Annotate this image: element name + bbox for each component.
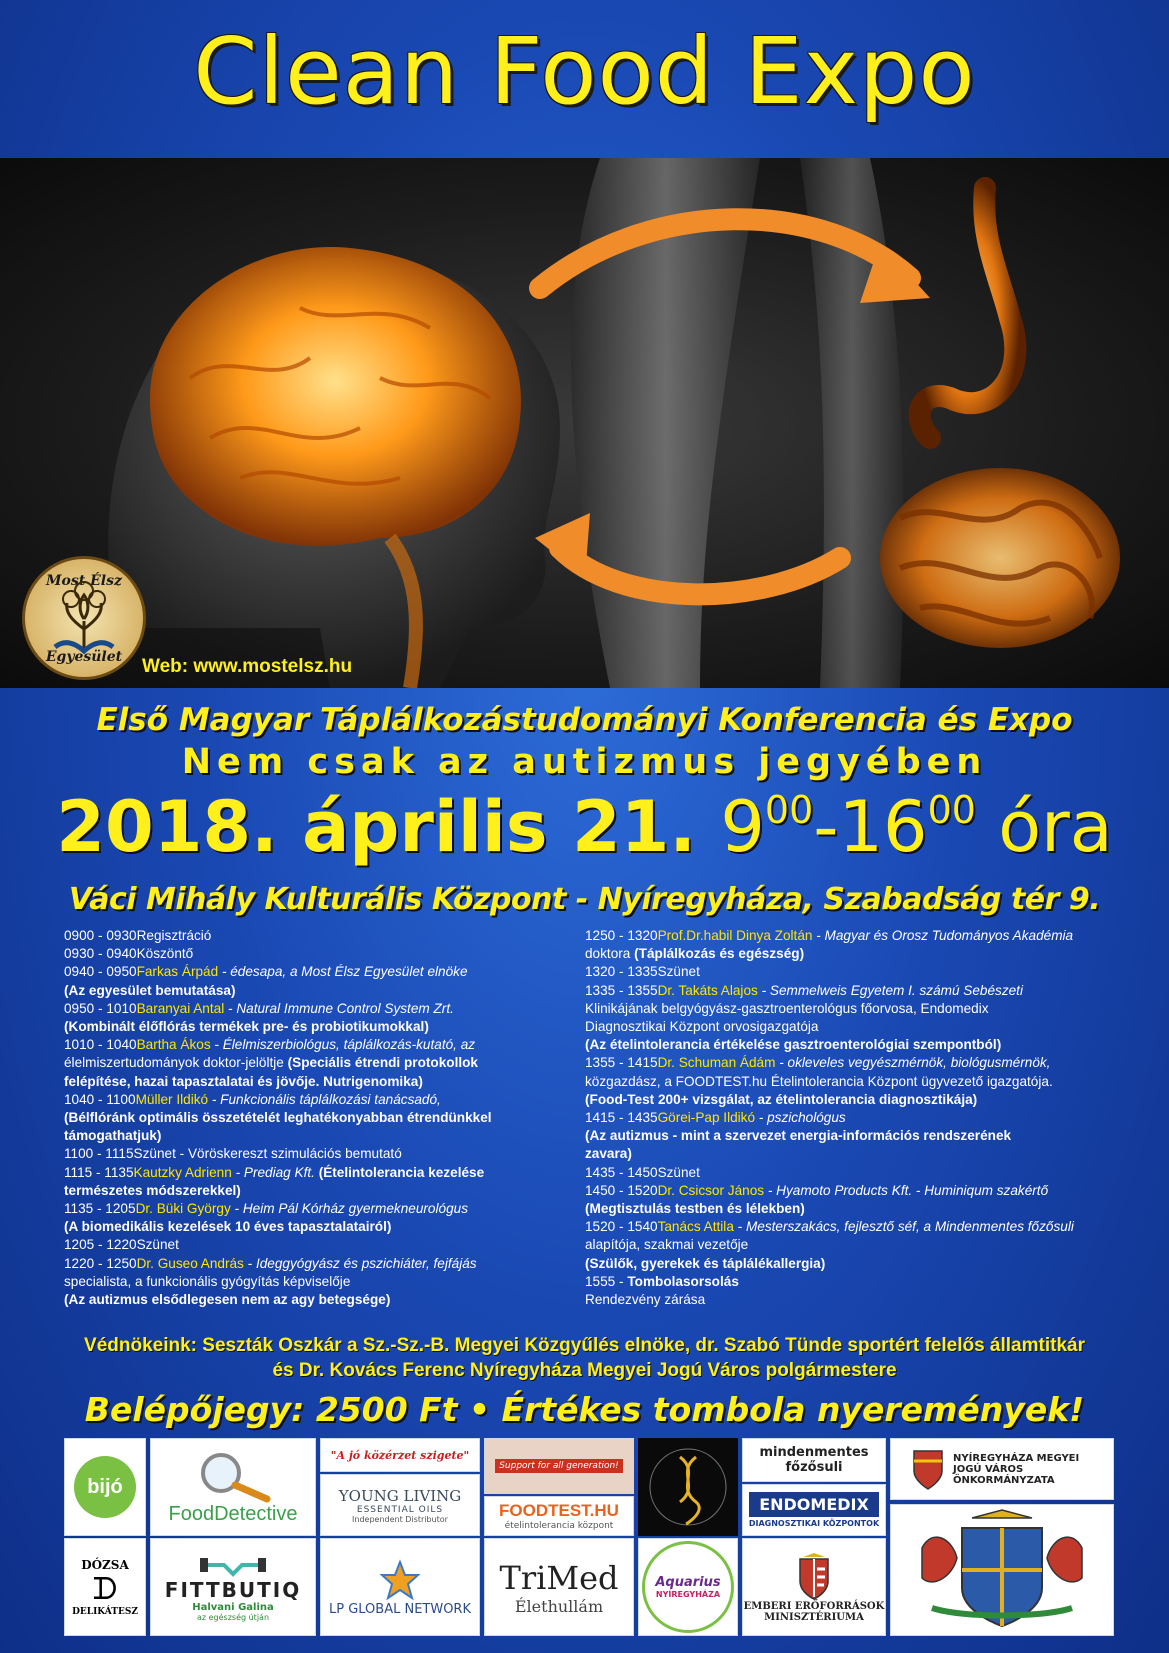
program-topic: (Kombinált élőflórás termékek pre- és probiotikumokkal) xyxy=(64,1019,429,1035)
program-line xyxy=(64,1073,564,1091)
program-text: Szünet - Vöröskereszt szimulációs bemutató xyxy=(133,1146,402,1162)
patrons-line-1: Védnökeink: Seszták Oszkár a Sz.-Sz.-B. Megyei Közgyűlés elnöke, dr. Szabó Tünde sportért felelős államtitkár xyxy=(84,1335,1085,1356)
program-line xyxy=(585,927,1105,945)
program-time: 1250 - 1320 xyxy=(585,928,658,943)
star-flower-icon xyxy=(378,1558,422,1602)
program-text: Köszöntő xyxy=(136,946,194,962)
jo-kozerzet-logo: "A jó közérzet szigete" xyxy=(320,1438,480,1472)
aquarius-logo: Aquarius NYÍREGYHÁZA xyxy=(638,1538,738,1636)
program-text: specialista, a funkcionális gyógyítás képviselője xyxy=(64,1273,351,1289)
program-line xyxy=(585,1255,1105,1273)
program-line xyxy=(585,1236,1105,1254)
program-right-column xyxy=(585,927,1105,1309)
program-time: 1100 - 1115 xyxy=(64,1146,134,1162)
program-line xyxy=(64,1255,564,1273)
program-time: 1010 - 1040 xyxy=(64,1037,137,1053)
program-topic: (Táplálkozás és egészség) xyxy=(634,946,805,962)
program-line xyxy=(585,1291,1105,1309)
speaker-name: Dr. Guseo András xyxy=(136,1255,244,1271)
program-text: doktora xyxy=(585,946,635,962)
program-text: Regisztráció xyxy=(136,928,212,943)
program-time: 1520 - 1540 xyxy=(585,1219,658,1235)
program-line xyxy=(585,1018,1105,1036)
program-line xyxy=(64,1182,564,1200)
program-text: - Hyamoto Products Kft. - Huminiqum szakértő xyxy=(764,1182,1049,1198)
program-topic: felépítése, hazai tapasztalatai és jövője. Nutrigenomika) xyxy=(64,1073,423,1089)
speaker-name: Bartha Ákos xyxy=(136,1037,211,1053)
program-line xyxy=(585,982,1105,1000)
program-line xyxy=(585,1054,1105,1072)
program-line xyxy=(585,1127,1105,1145)
program-line xyxy=(585,1218,1105,1236)
program-time: 1555 xyxy=(585,1273,616,1289)
county-coat-of-arms xyxy=(890,1504,1114,1636)
page-title: Clean Food Expo xyxy=(193,18,976,125)
program-time: 1450 - 1520 xyxy=(585,1182,658,1198)
program-topic: (Ételintolerancia kezelése xyxy=(318,1164,485,1180)
speaker-name: Müller Ildikó xyxy=(135,1091,209,1107)
program-line xyxy=(585,945,1105,963)
food-detective-logo: FoodDetective xyxy=(150,1438,316,1536)
program-topic: természetes módszerekkel) xyxy=(64,1182,241,1198)
program-line xyxy=(64,945,564,963)
program-line xyxy=(64,1273,564,1291)
young-living-logo: YOUNG LIVING ESSENTIAL OILS Independent Distributor xyxy=(320,1474,480,1536)
website-link[interactable]: Web: www.mostelsz.hu xyxy=(142,656,353,677)
program-topic: (Bélflóránk optimális összetételét leghatékonyabban étrendünkkel xyxy=(64,1110,492,1126)
program-time: 1320 - 1335 xyxy=(585,964,658,980)
event-venue: Váci Mihály Kulturális Központ - Nyíregyháza, Szabadság tér 9. xyxy=(68,882,1101,917)
program-text: - édesapa, a Most Élsz Egyesület elnöke xyxy=(218,964,468,980)
program-text: - Natural Immune Control System Zrt. xyxy=(224,1000,454,1016)
program-text: közgazdász, a FOODTEST.hu Ételintolerancia Központ ügyvezető igazgatója. xyxy=(585,1073,1053,1089)
program-line xyxy=(585,1164,1105,1182)
trimed-logo: TriMed Élethullám xyxy=(484,1538,634,1636)
program-line xyxy=(64,1018,564,1036)
program-topic: (Speciális étrendi protokollok xyxy=(287,1055,478,1071)
program-time: 1220 - 1250 xyxy=(64,1255,137,1271)
speaker-name: Dr. Büki György xyxy=(135,1201,231,1217)
program-line xyxy=(585,1091,1105,1109)
program-line xyxy=(64,1091,564,1109)
program-text: - Semmelweis Egyetem I. számú Sebészeti xyxy=(757,982,1023,998)
dumbbell-icon xyxy=(198,1552,268,1578)
program-topic: (Az autizmus elsődlegesen nem az agy betegsége) xyxy=(64,1292,391,1308)
program-text: - pszichológus xyxy=(755,1110,846,1126)
program-line xyxy=(64,927,564,945)
program-time: 0930 - 0940 xyxy=(64,946,137,962)
program-text: - Ideggyógyász és pszichiáter, fejfájás xyxy=(243,1255,477,1271)
program-text: - Heim Pál Kórház gyermekneurológus xyxy=(230,1201,468,1217)
program-text: Rendezvény zárása xyxy=(585,1292,706,1308)
event-date-time xyxy=(0,786,1169,868)
program-text: Diagnosztikai Központ orvosigazgatója xyxy=(585,1019,819,1035)
program-topic: (Food-Test 200+ vizsgálat, az ételintolerancia diagnosztikája) xyxy=(585,1091,978,1107)
program-time: 1415 - 1435 xyxy=(585,1110,658,1126)
conference-subtitle: Nem csak az autizmus jegyében xyxy=(181,742,988,782)
program-line xyxy=(64,1291,564,1309)
nyiregyhaza-logo: NYÍREGYHÁZA MEGYEI JOGÚ VÁROS ÖNKORMÁNYZATA xyxy=(890,1438,1114,1500)
program-topic: (Az autizmus - mint a szervezet energia-információs rendszerének xyxy=(585,1128,1012,1144)
program-time: 1355 - 1415 xyxy=(585,1055,658,1071)
program-line xyxy=(64,1127,564,1145)
program-time: 0940 - 0950 xyxy=(64,964,137,980)
program-line xyxy=(64,1236,564,1254)
program-line xyxy=(585,1109,1105,1127)
program-line xyxy=(64,1218,564,1236)
program-line xyxy=(585,963,1105,981)
program-line xyxy=(585,1182,1105,1200)
brain-gut-illustration xyxy=(0,158,1169,688)
program-time: 0900 - 0930 xyxy=(64,928,137,943)
program-line xyxy=(585,1000,1105,1018)
speaker-name: Dr. Schuman Ádám xyxy=(657,1055,776,1071)
speaker-name: Dr. Takáts Alajos xyxy=(657,982,758,998)
program-left-column xyxy=(64,927,564,1309)
program-text: - Mesterszakács, fejlesztő séf, a Mindenmentes főzősuli xyxy=(733,1219,1074,1235)
program-line xyxy=(585,1145,1105,1163)
speaker-name: Baranyai Antal xyxy=(136,1000,225,1016)
program-line xyxy=(64,963,564,981)
program-time: 1335 - 1355 xyxy=(585,982,658,998)
coat-of-arms-icon xyxy=(902,1508,1102,1632)
program-topic: zavara) xyxy=(585,1146,632,1162)
program-line xyxy=(64,1036,564,1054)
bijo-logo: bijó xyxy=(64,1438,146,1536)
fittbutiq-logo: FITTBUTIQ Halvani Galina az egészség útján xyxy=(150,1538,316,1636)
hero-image xyxy=(0,158,1169,688)
hyamoto-logo: Support for all generation! xyxy=(484,1438,634,1494)
program-line xyxy=(585,1073,1105,1091)
mindenmentes-logo: mindenmentes főzősuli xyxy=(742,1438,886,1482)
program-text: - Prediag Kft. xyxy=(231,1164,319,1180)
program-text: - Funkcionális táplálkozási tanácsadó, xyxy=(208,1091,441,1107)
program-text: élelmiszertudományok doktor-jelöltje xyxy=(64,1055,288,1071)
program-line xyxy=(585,1273,1105,1291)
program-line xyxy=(64,1054,564,1072)
program-text: - xyxy=(615,1273,628,1289)
speaker-name: Görei-Pap Ildikó xyxy=(657,1110,756,1126)
magnifier-icon xyxy=(193,1449,273,1503)
foodtest-logo: FOODTEST.HU ételintolerancia központ xyxy=(484,1496,634,1536)
program-text: Szünet xyxy=(657,964,700,980)
program-line xyxy=(64,1000,564,1018)
lp-global-logo: LP GLOBAL NETWORK xyxy=(320,1538,480,1636)
program-line xyxy=(64,982,564,1000)
speaker-name: Dr. Csicsor János xyxy=(657,1182,765,1198)
speaker-name: Tanács Attila xyxy=(657,1219,734,1235)
dd-monogram-icon: ᗪ xyxy=(92,1571,118,1607)
dozsa-logo: DÓZSA ᗪ DELIKÁTESZ xyxy=(64,1538,146,1636)
most-elsz-logo: Most Élsz Egyesület xyxy=(22,556,146,680)
program-time: 1435 - 1450 xyxy=(585,1164,658,1180)
program-text: - okleveles vegyészmérnök, biológusmérnök, xyxy=(775,1055,1051,1071)
sponsor-logos xyxy=(64,1438,1114,1638)
program-line xyxy=(64,1145,564,1163)
speaker-name: Farkas Árpád xyxy=(136,964,219,980)
program-text: Szünet xyxy=(657,1164,700,1180)
program-text: Szünet xyxy=(136,1237,179,1253)
program-topic: (Az ételintolerancia értékelése gasztroenterológiai szempontból) xyxy=(585,1037,1002,1053)
program-topic: (Szülők, gyerekek és táplálékallergia) xyxy=(585,1255,826,1271)
event-date: 2018. április 21. xyxy=(56,786,696,868)
program-topic: (Az egyesület bemutatása) xyxy=(64,982,236,998)
coat-of-arms-icon xyxy=(911,1447,945,1491)
speaker-name: Kautzky Adrienn xyxy=(133,1164,232,1180)
patrons xyxy=(0,1333,1169,1383)
program-topic: (A biomedikális kezelések 10 éves tapasztalatairól) xyxy=(64,1219,392,1235)
program-line xyxy=(64,1200,564,1218)
program-line xyxy=(64,1164,564,1182)
hungarian-coat-of-arms-icon xyxy=(797,1551,831,1601)
conference-title: Első Magyar Táplálkozástudományi Konferencia és Expo xyxy=(96,702,1073,738)
patrons-line-2: és Dr. Kovács Ferenc Nyíregyháza Megyei Jogú Város polgármestere xyxy=(272,1360,897,1381)
emmi-logo: EMBERI ERŐFORRÁSOK MINISZTÉRIUMA xyxy=(742,1538,886,1636)
program-topic: (Megtisztulás testben és lélekben) xyxy=(585,1201,805,1217)
speaker-name: Prof.Dr.habil Dinya Zoltán xyxy=(657,928,813,943)
program-time: 1115 - 1135 xyxy=(64,1164,134,1180)
endomedix-logo: ENDOMEDIX DIAGNOSZTIKAI KÖZPONTOK xyxy=(742,1484,886,1536)
program-line xyxy=(64,1109,564,1127)
program-topic: támogathatjuk) xyxy=(64,1128,162,1144)
program-time: 0950 - 1010 xyxy=(64,1000,137,1016)
program-time: 1205 - 1220 xyxy=(64,1237,137,1253)
program-time: 1135 - 1205 xyxy=(64,1201,136,1217)
program-time: 1040 - 1100 xyxy=(64,1091,136,1107)
program-text: - Élelmiszerbiológus, táplálkozás-kutató, az xyxy=(210,1037,476,1053)
program-line xyxy=(585,1200,1105,1218)
program-text: - Magyar és Orosz Tudományos Akadémia xyxy=(812,928,1074,943)
program-text: Klinikájának belgyógyász-gasztroenterológus főorvosa, Endomedix xyxy=(585,1000,989,1016)
natural-immune-logo xyxy=(638,1438,738,1536)
program-topic: Tombolasorsolás xyxy=(627,1273,739,1289)
program-line xyxy=(585,1036,1105,1054)
program-text: alapítója, szakmai vezetője xyxy=(585,1237,749,1253)
dna-icon xyxy=(640,1442,736,1532)
event-time: $9^{00}-16^{00}$ óra xyxy=(720,786,1113,868)
ticket-price: Belépőjegy: 2500 Ft • Értékes tombola nyeremények! xyxy=(84,1390,1085,1429)
